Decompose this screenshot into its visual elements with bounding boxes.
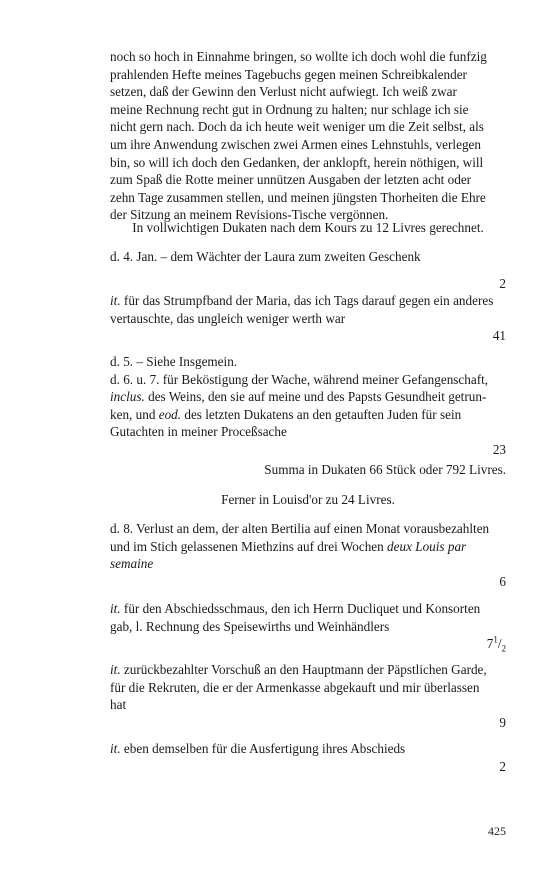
it-abbrev: it.: [110, 662, 121, 677]
entry-amount: 23: [492, 441, 506, 457]
heading-text: In vollwichtigen Dukaten nach dem Kours zu 12 Livres gerechnet.: [132, 220, 484, 235]
entry-text: hat: [110, 697, 127, 713]
intro-line: um ihre Anwendung zwischen zwei Armen eines Lehnstuhls, verlegen: [110, 136, 481, 152]
entry-line: it. eben demselben für die Ausfertigung ihres Abschieds: [110, 741, 406, 756]
ledger-entry-7: [110, 740, 506, 775]
dukaten-heading: [110, 219, 506, 237]
page-number: 425: [488, 824, 506, 838]
intro-line: zum Spaß die Rotte meiner unnützen Ausgaben der letzten acht oder: [110, 172, 472, 188]
it-abbrev: it.: [110, 293, 121, 308]
italic-phrase: deux Louis par: [387, 538, 467, 554]
inclus-abbrev: inclus.: [110, 389, 145, 405]
entry-text: vertauschte, das ungleich weniger werth war: [110, 310, 346, 326]
intro-line: prahlenden Hefte meines Tagebuchs gegen meinen Schreibkalender: [110, 66, 467, 82]
entry-line: it. für den Abschiedsschmaus, den ich Herrn Ducliquet und Konsorten: [110, 601, 481, 616]
heading-text: Ferner in Louisd'or zu 24 Livres.: [221, 492, 395, 507]
entry-text: d. 5. – Siehe Insgemein.: [110, 354, 238, 369]
intro-line: setzen, daß der Gewinn den Verlust nicht aufwiegt. Ich weiß zwar: [110, 84, 457, 100]
intro-line: der Sitzung an meinem Revisions-Tische vergönnen.: [110, 207, 389, 223]
entry-text: für die Rekruten, die er der Armenkasse abgekauft und mir überlassen: [110, 679, 480, 695]
entry-amount: 9: [499, 714, 506, 730]
entry-amount: [110, 635, 506, 653]
entry-text: gab, l. Rechnung des Speisewirths und Weinhändlers: [110, 618, 390, 634]
summa-text: Summa in Dukaten 66 Stück oder 792 Livres.: [264, 462, 506, 477]
intro-line: bin, so will ich doch den Gedanken, der anklopft, herein nöthigen, will: [110, 154, 484, 170]
entry-line: ken, und eod. des letzten Dukatens an den getauften Juden für sein: [110, 406, 462, 422]
fraction-numerator: 1: [493, 634, 498, 645]
entry-text: d. 8. Verlust an dem, der alten Bertilia auf einen Monat vorausbezahlten: [110, 521, 490, 536]
it-abbrev: it.: [110, 601, 121, 616]
entry-text: d. 6. u. 7. für Beköstigung der Wache, während meiner Gefangenschaft,: [110, 371, 489, 387]
entry-text: für das Strumpfband der Maria, das ich Tags darauf gegen ein anderes: [120, 293, 494, 308]
entry-text: d. 4. Jan. – dem Wächter der Laura zum zweiten Geschenk: [110, 249, 421, 264]
entry-line: [110, 555, 506, 573]
intro-line: meine Rechnung recht gut in Ordnung zu halten; nur schlage ich sie: [110, 101, 469, 117]
italic-phrase: semaine: [110, 556, 154, 572]
fraction-separator: /: [497, 636, 502, 652]
entry-line: inclus. des Weins, den sie auf meine und des Papsts Gesundheit getrun-: [110, 389, 487, 405]
louisdor-heading: [110, 491, 506, 509]
ledger-entry-1: [110, 248, 506, 292]
entry-text: Gutachten in meiner Proceßsache: [110, 424, 287, 440]
intro-paragraph: [110, 48, 506, 224]
entry-amount: 2: [499, 758, 506, 774]
summa-line: [110, 461, 506, 479]
amount-whole: 7: [486, 636, 494, 652]
entry-amount: 41: [492, 328, 506, 344]
it-abbrev: it.: [110, 741, 121, 756]
ledger-entry-6: [110, 661, 506, 731]
ledger-entry-4: [110, 520, 506, 590]
intro-line: noch so hoch in Einnahme bringen, so wollte ich doch wohl die funfzig: [110, 49, 487, 64]
fraction-denominator: 2: [501, 643, 506, 654]
entry-line: und im Stich gelassenen Miethzins auf drei Wochen deux Louis par: [110, 538, 467, 554]
entry-amount: 2: [499, 275, 506, 291]
ledger-entry-5: [110, 600, 506, 653]
entry-line: [110, 292, 506, 310]
intro-line: zehn Tage zusammen stellen, und meinen jüngsten Thorheiten die Ehre: [110, 189, 486, 205]
intro-line: nicht gern nach. Doch da ich heute weit weniger um die Zeit selbst, als: [110, 119, 484, 135]
entry-line: it. zurückbezahlter Vorschuß an den Hauptmann der Päpstlichen Garde,: [110, 662, 487, 677]
entry-amount: 6: [499, 573, 506, 589]
ledger-entry-3: [110, 353, 506, 459]
ledger-entry-2: [110, 292, 506, 345]
eod-abbrev: eod.: [158, 406, 182, 422]
